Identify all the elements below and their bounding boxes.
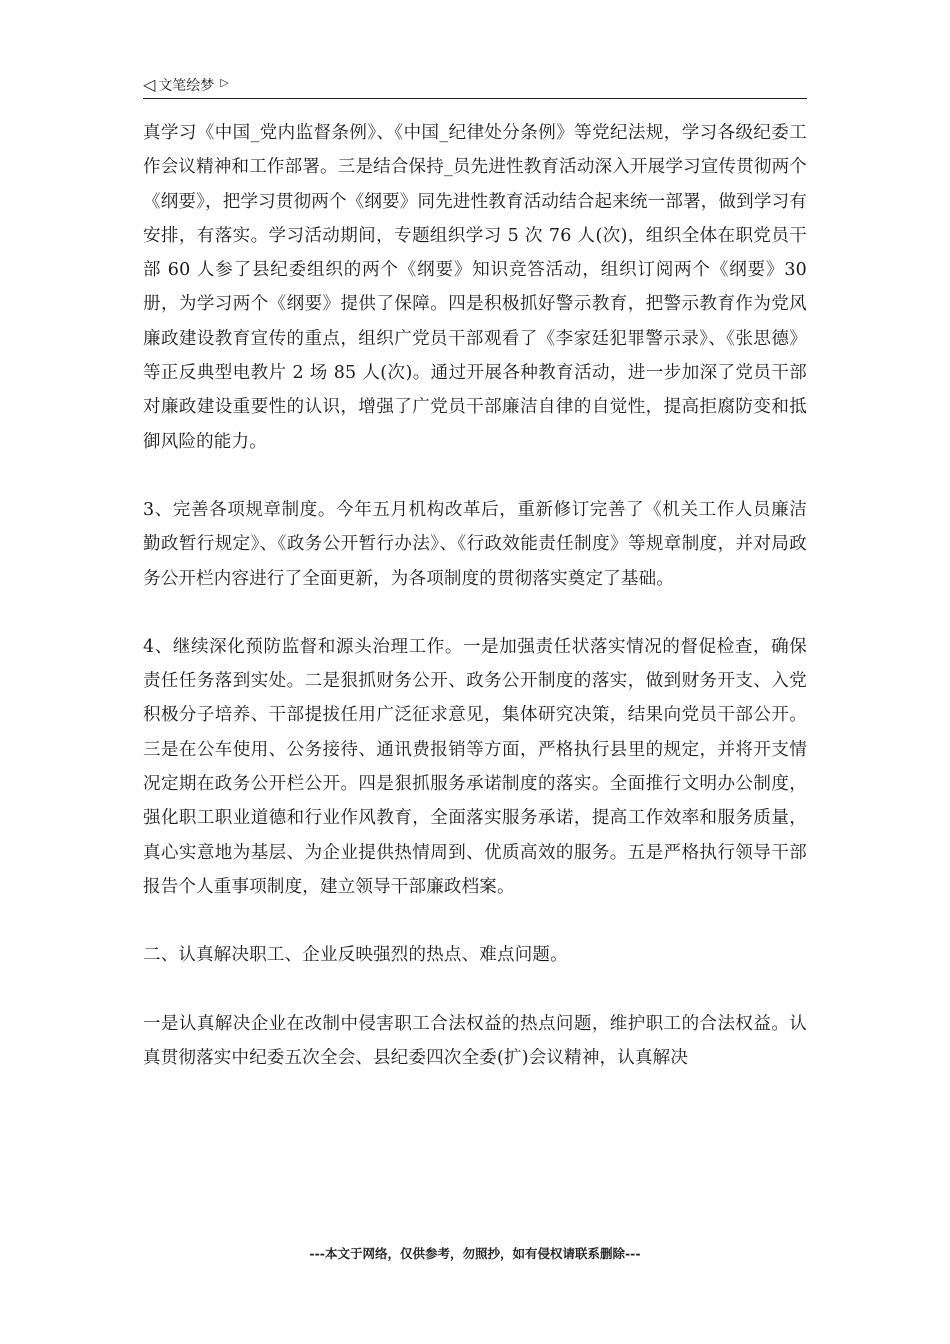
header-title: 文笔绘梦 — [158, 78, 215, 94]
left-triangle-icon: ◁ — [143, 75, 156, 94]
section-heading: 二、认真解决职工、企业反映强烈的热点、难点问题。 — [143, 945, 568, 966]
paragraph-3: 4、继续深化预防监督和源头治理工作。一是加强责任状落实情况的督促检查，确保责任任务落到实处。二是狠抓财务公开、政务公开制度的落实，做到财务开支、入党积极分子培养、干部提拔任用广泛征求意见，集体研究决策，结果向党员干部公开。三是在公车使用、公务接待、通讯费报销等方面，严格执行县里的规定，并将开支情况定期在政务公开栏公开。四是狠抓服务承诺制度的落实。全面推行文明办公制度，强化职工职业道德和行业作风教育，全面落实服务承诺，提高工作效率和服务质量，真心实意地为基层、为企业提供热情周到、优质高效的服务。五是严格执行领导干部报告个人重事项制度，建立领导干部廉政档案。 — [143, 636, 807, 897]
paragraph-4: 一是认真解决企业在改制中侵害职工合法权益的热点问题，维护职工的合法权益。认真贯彻落实中纪委五次全会、县纪委四次全委(扩)会议精神，认真解决 — [143, 1013, 807, 1068]
paragraph-2: 3、完善各项规章制度。今年五月机构改革后，重新修订完善了《机关工作人员廉洁勤政暂行规定》、《政务公开暂行办法》、《行政效能责任制度》等规章制度，并对局政务公开栏内容进行了全面更新，为各项制度的贯彻落实奠定了基础。 — [143, 499, 807, 589]
paragraph-1: 真学习《中国_党内监督条例》、《中国_纪律处分条例》等党纪法规，学习各级纪委工作会议精神和工作部署。三是结合保持_员先进性教育活动深入开展学习宣传贯彻两个《纲要》，把学习贯彻两个《纲要》同先进性教育活动结合起来统一部署，做到学习有安排，有落实。学习活动期间，专题组织学习 5 次 76 人(次)，组织全体在职党员干部 60 人参了县纪委组织的两个《纲要》知识竞答活动，组织订阅两个《纲要》30 册，为学习两个《纲要》提供了保障。四是积极抓好警示教育，把警示教育作为党风廉政建设教育宣传的重点，组织广党员干部观看了《李家廷犯罪警示录》、《张思德》等正反典型电教片 2 场 85 人(次)。通过开展各种教育活动，进一步加深了党员干部对廉政建设重要性的认识，增强了广党员干部廉洁自律的自觉性，提高拒腐防变和抵御风险的能力。 — [143, 123, 807, 452]
page-header — [143, 72, 807, 99]
right-triangle-icon: ▷ — [220, 75, 229, 89]
document-body — [143, 116, 807, 1075]
page-footer: ---本文于网络，仅供参考，勿照抄，如有侵权请联系删除--- — [309, 1246, 641, 1261]
